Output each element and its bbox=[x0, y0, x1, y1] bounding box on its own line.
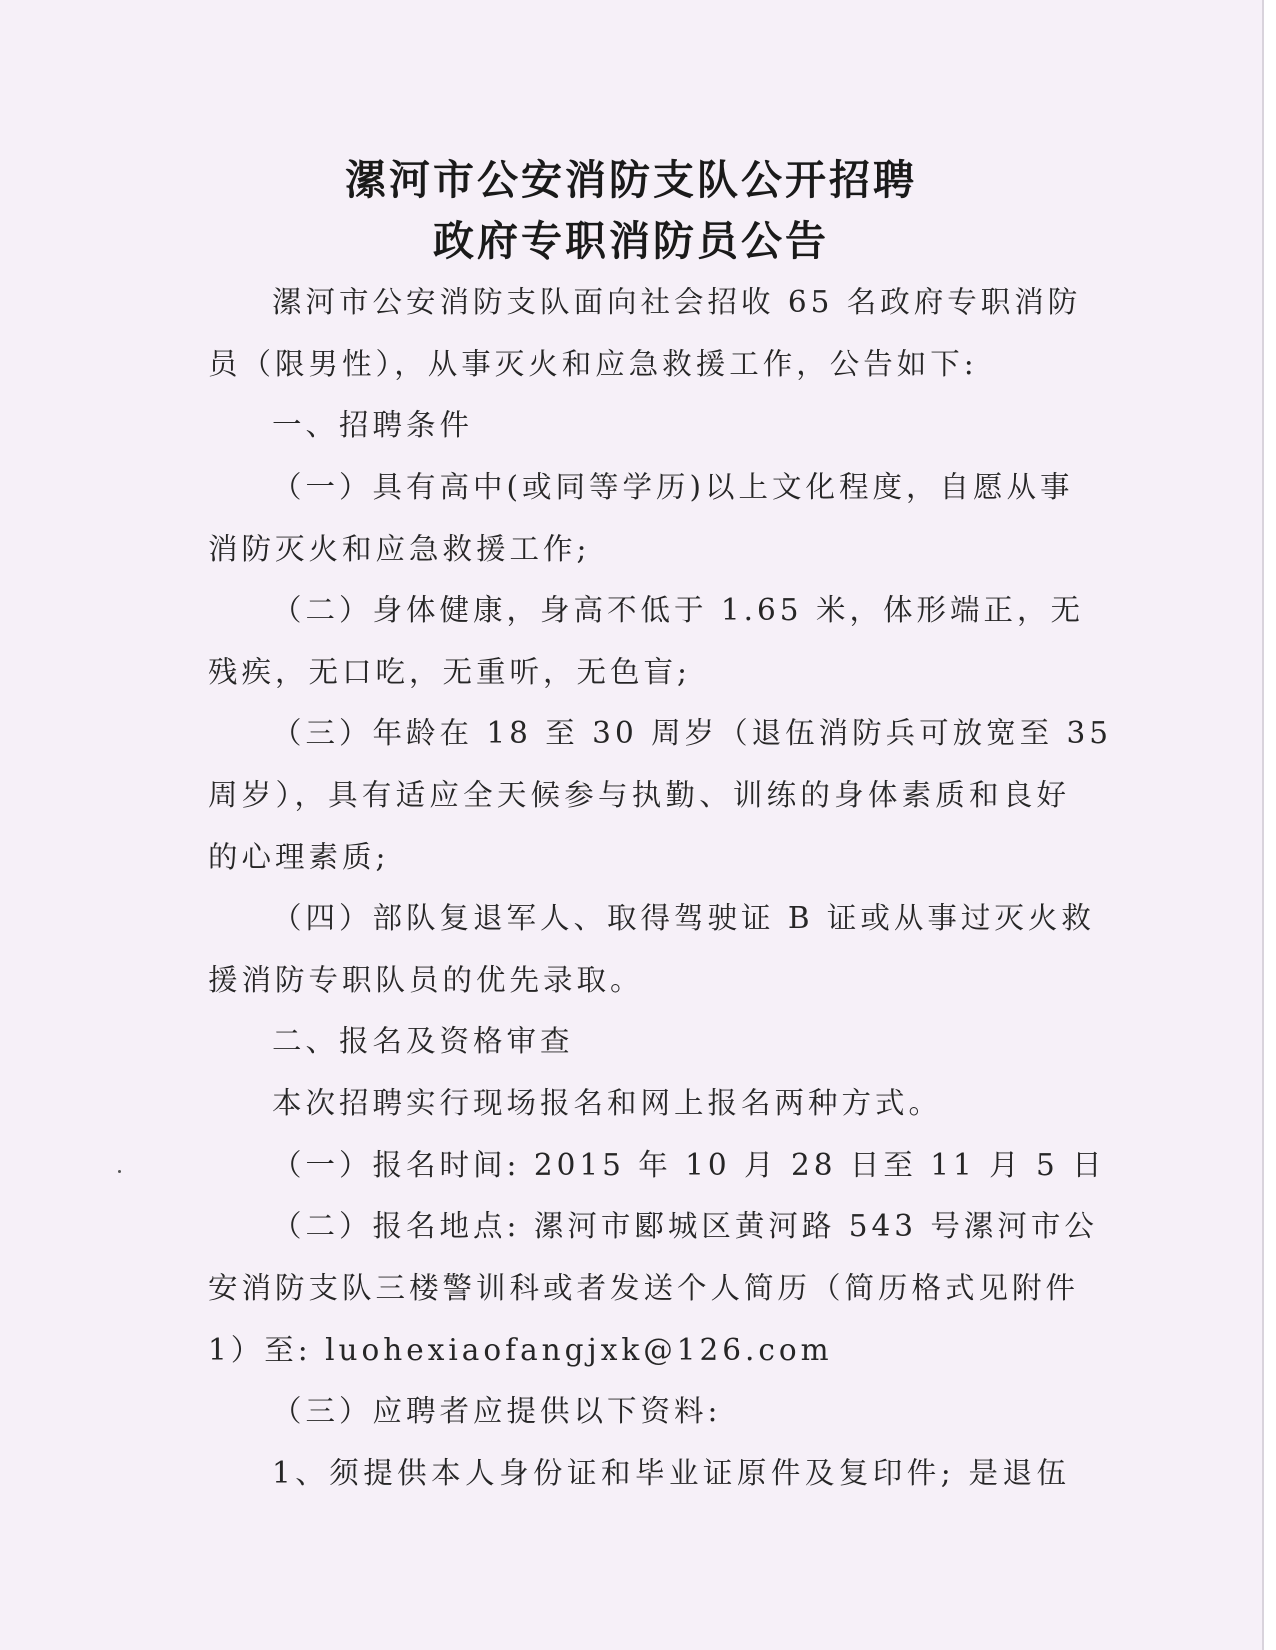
condition-2-line-2: 残疾，无口吃，无重听，无色盲; bbox=[208, 655, 691, 689]
intro-line-2: 员（限男性），从事灭火和应急救援工作，公告如下: bbox=[208, 347, 978, 381]
required-materials-heading: （三）应聘者应提供以下资料: bbox=[272, 1394, 722, 1428]
condition-3-line-1: （三）年龄在 18 至 30 周岁（退伍消防兵可放宽至 35 bbox=[272, 716, 1112, 750]
registration-methods: 本次招聘实行现场报名和网上报名两种方式。 bbox=[272, 1086, 943, 1120]
scan-border bbox=[1262, 0, 1276, 1650]
document-title-line-1: 漯河市公安消防支队公开招聘 bbox=[345, 156, 917, 204]
condition-4-line-1: （四）部队复退军人、取得驾驶证 B 证或从事过灭火救 bbox=[272, 901, 1095, 935]
condition-3-line-2: 周岁），具有适应全天候参与执勤、训练的身体素质和良好 bbox=[208, 778, 1070, 812]
registration-time: （一）报名时间: 2015 年 10 月 28 日至 11 月 5 日 bbox=[272, 1148, 1106, 1182]
registration-place-line-1: （二）报名地点: 漯河市郾城区黄河路 543 号漯河市公 bbox=[272, 1209, 1098, 1243]
condition-3-line-3: 的心理素质; bbox=[208, 840, 390, 874]
required-materials-item-1: 1、须提供本人身份证和毕业证原件及复印件; 是退伍 bbox=[272, 1456, 1070, 1490]
condition-4-line-2: 援消防专职队员的优先录取。 bbox=[208, 963, 644, 997]
registration-place-line-3: 1）至: luohexiaofangjxk@126.com bbox=[208, 1333, 833, 1367]
condition-1-line-2: 消防灭火和应急救援工作; bbox=[208, 532, 591, 566]
intro-line-1: 漯河市公安消防支队面向社会招收 65 名政府专职消防 bbox=[272, 285, 1082, 319]
scan-speck bbox=[118, 1170, 121, 1173]
condition-2-line-1: （二）身体健康，身高不低于 1.65 米，体形端正，无 bbox=[272, 593, 1084, 627]
section-heading-1: 一、招聘条件 bbox=[272, 408, 474, 442]
section-heading-2: 二、报名及资格审查 bbox=[272, 1024, 574, 1058]
registration-place-line-2: 安消防支队三楼警训科或者发送个人简历（简历格式见附件 bbox=[208, 1271, 1080, 1305]
condition-1-line-1: （一）具有高中(或同等学历)以上文化程度，自愿从事 bbox=[272, 470, 1074, 504]
document-title-line-2: 政府专职消防员公告 bbox=[433, 217, 829, 265]
